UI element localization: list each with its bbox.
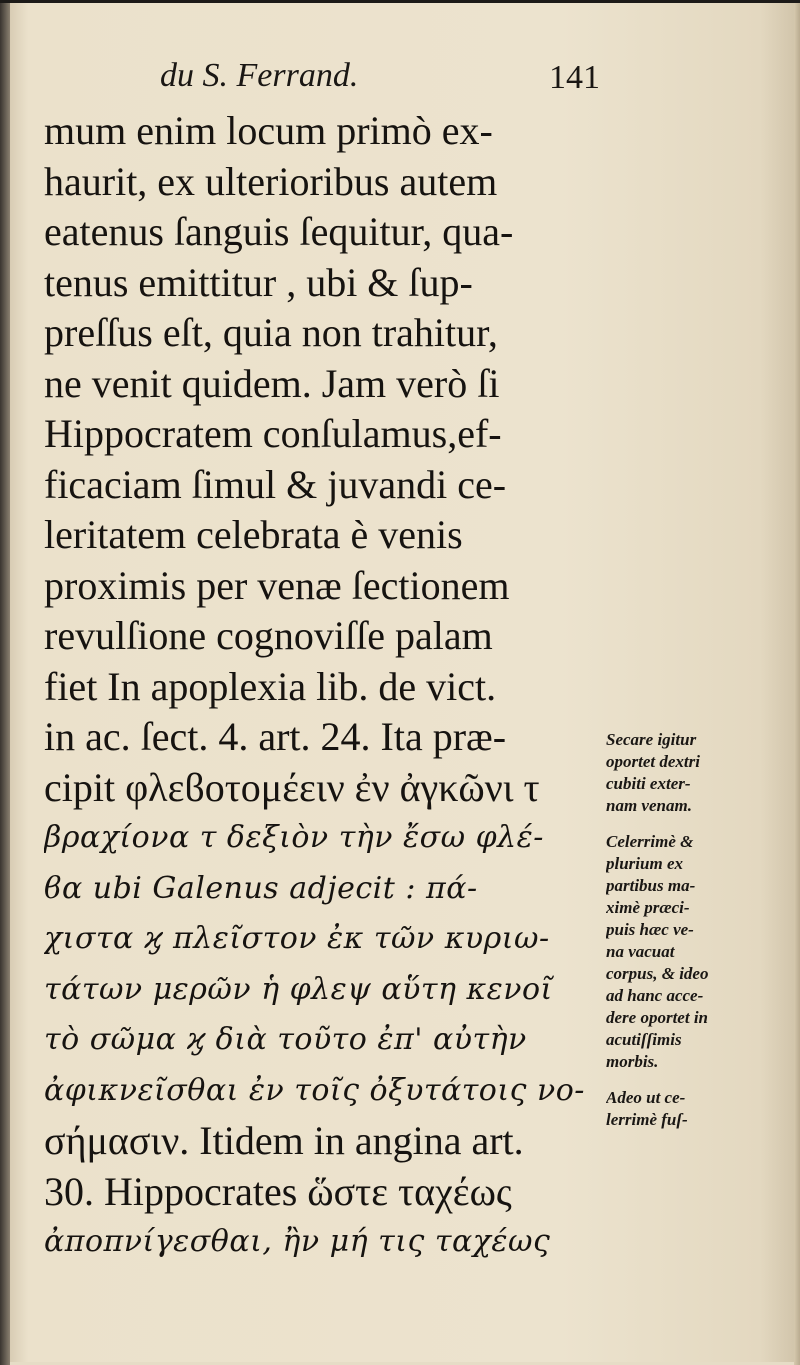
margin-note-line: corpus, & ideo — [606, 964, 709, 983]
margin-note-line: oportet dextri — [606, 752, 700, 771]
page-edge — [794, 3, 800, 1365]
text-line: eatenus ſanguis ſequitur, qua- — [44, 209, 514, 254]
text-line: Hippocratem conſulamus,ef- — [44, 411, 502, 456]
greek-text-line: ἀποπνίγεσθαι, ἢν μή τις ταχέως — [44, 1224, 551, 1259]
margin-note-line: ad hanc acce- — [606, 986, 704, 1005]
margin-note-line: nam venam. — [606, 796, 692, 815]
text-line: proximis per venæ ſectionem — [44, 562, 510, 608]
margin-note-line: partibus ma- — [606, 876, 696, 895]
margin-notes — [606, 729, 778, 1145]
margin-note-line: Celerrimè & — [606, 832, 694, 851]
margin-note-line: Secare igitur — [606, 730, 697, 749]
margin-note-line: plurium ex — [606, 854, 683, 873]
text-line: 30. Hippocrates ὥστε ταχέως — [44, 1168, 512, 1214]
page-number: 141 — [549, 59, 600, 96]
margin-note-line: dere oportet in — [606, 1008, 708, 1027]
body-text — [44, 106, 600, 1268]
margin-note-line: na vacuat — [606, 942, 675, 961]
text-line: revulſione cognoviſſe palam — [44, 613, 493, 658]
text-line: in ac. ſect. 4. art. 24. Ita præ- — [44, 714, 507, 759]
text-line: haurit, ex ulterioribus autem — [44, 158, 498, 204]
text-line: preſſus eſt, quia non trahitur, — [44, 310, 498, 355]
text-line: fiet In apoplexia lib. de vict. — [44, 663, 497, 709]
running-title: du S. Ferrand. — [160, 57, 359, 94]
text-line: mum enim locum primò ex- — [44, 108, 493, 153]
margin-note-line: cubiti exter- — [606, 774, 691, 793]
text-line: tenus emittitur , ubi & ſup- — [44, 259, 473, 305]
greek-text-line: ϐα ubi Galenus adjecit : πά- — [44, 870, 478, 906]
margin-note-line: Adeo ut ce- — [606, 1088, 686, 1107]
text-line: ne venit quidem. Jam verò ſi — [44, 360, 500, 406]
margin-note-line: morbis. — [606, 1052, 659, 1071]
margin-note-line: ximè præci- — [606, 898, 690, 917]
margin-note-line: lerrimè fuſ- — [606, 1110, 688, 1129]
greek-text-line: ἀφικνεῖσθαι ἐν τοῖς ὀξυτάτοις νο- — [44, 1072, 585, 1108]
greek-text-line: τάτων μερῶν ἡ φλεψ αὕτη κενοῖ — [44, 971, 553, 1007]
text-line: cipit φλεϐοτομέειν ἐν ἀγκῶνι τ — [44, 764, 540, 810]
margin-note-adeo — [606, 1087, 778, 1131]
text-line: leritatem celebrata è venis — [44, 512, 463, 557]
margin-note-line: acutiſſimis — [606, 1030, 682, 1049]
margin-note-line: puis hæc ve- — [606, 920, 694, 939]
margin-note-celerrime — [606, 831, 778, 1073]
greek-text-line: τὸ σῶμα ϗ διὰ τοῦτο ἐπ' αὐτὴν — [44, 1022, 527, 1057]
text-line: ficaciam ſimul & juvandi ce- — [44, 461, 507, 507]
page-header — [160, 51, 600, 107]
book-spine-shadow — [0, 3, 10, 1365]
greek-text-line: χιστα ϗ πλεῖστον ἐκ τῶν κυριω- — [44, 921, 550, 956]
greek-text-line: βραχίονα τ δεξιὸν τὴν ἔσω φλέ- — [44, 820, 544, 855]
text-line: σήμασιν. Itidem in angina art. — [44, 1118, 524, 1163]
margin-note-secare — [606, 729, 778, 817]
